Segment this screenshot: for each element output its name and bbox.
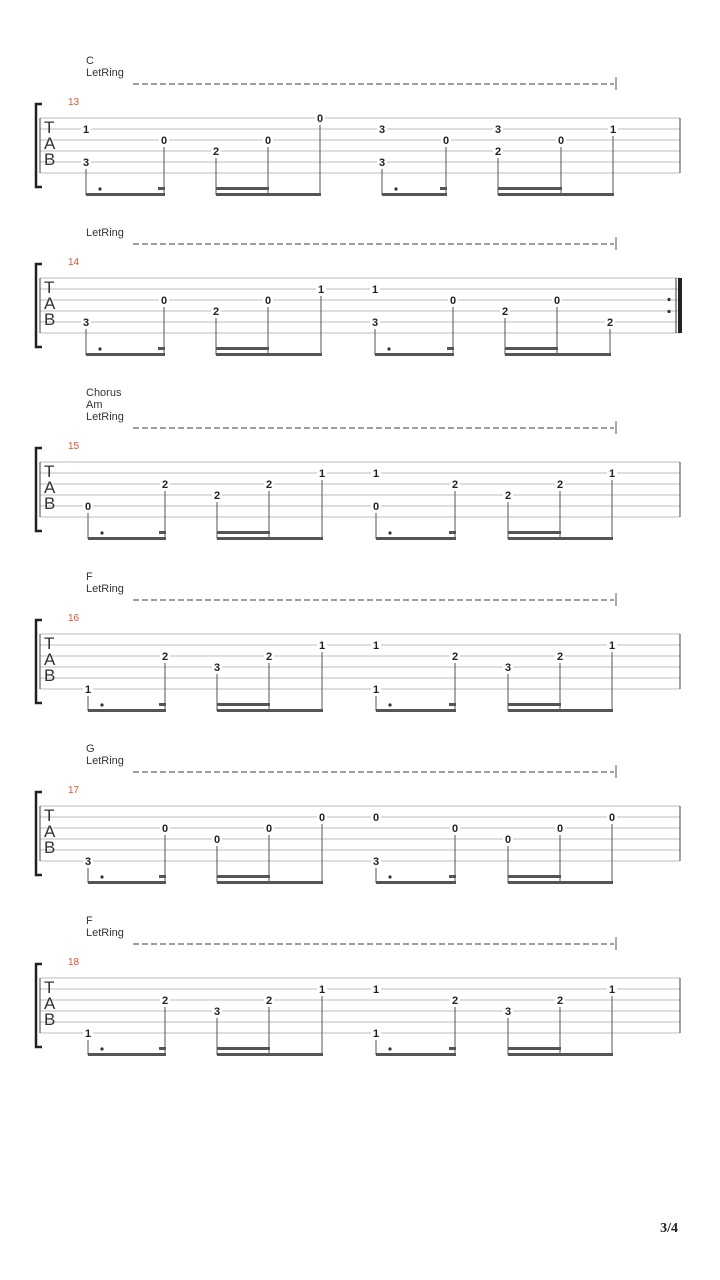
system-bracket xyxy=(36,964,42,1047)
rhythm-dot xyxy=(100,1047,103,1050)
beam xyxy=(217,1053,323,1056)
fret-number: 2 xyxy=(556,651,564,663)
fret-number: 1 xyxy=(317,284,325,296)
fret-number: 2 xyxy=(494,146,502,158)
beam xyxy=(498,193,614,196)
fret-number: 3 xyxy=(82,317,90,329)
fret-number: 0 xyxy=(442,135,450,147)
beam-secondary xyxy=(508,1047,561,1050)
fret-number: 2 xyxy=(265,651,273,663)
fret-number: 3 xyxy=(371,317,379,329)
let-ring-label: LetRing xyxy=(86,67,124,79)
fret-number: 0 xyxy=(449,295,457,307)
fret-number: 1 xyxy=(372,1028,380,1040)
beam-partial xyxy=(158,187,165,190)
tab-clef-letter: T xyxy=(44,806,55,825)
fret-number: 1 xyxy=(608,640,616,652)
rhythm-dot xyxy=(98,187,101,190)
fret-number: 0 xyxy=(213,834,221,846)
fret-number: 2 xyxy=(265,995,273,1007)
tab-clef-letter: T xyxy=(44,118,55,137)
fret-number: 1 xyxy=(372,640,380,652)
tab-system xyxy=(36,743,680,884)
tab-clef-letter: T xyxy=(44,978,55,997)
beam-secondary xyxy=(216,187,269,190)
fret-number: 0 xyxy=(161,823,169,835)
tab-system xyxy=(36,915,680,1056)
tab-system xyxy=(36,571,680,712)
beam-partial xyxy=(449,703,456,706)
fret-number: 1 xyxy=(318,984,326,996)
tab-clef-letter: B xyxy=(44,310,56,329)
tab-system xyxy=(36,227,682,356)
repeat-dot xyxy=(667,310,670,313)
measure-number: 16 xyxy=(68,613,80,624)
fret-number: 0 xyxy=(372,812,380,824)
beam xyxy=(217,881,323,884)
tab-clef-letter: A xyxy=(44,822,56,841)
beam xyxy=(216,353,322,356)
beam-secondary xyxy=(216,347,269,350)
section-label: F xyxy=(86,571,93,583)
beam-secondary xyxy=(508,531,561,534)
fret-number: 2 xyxy=(265,479,273,491)
fret-number: 2 xyxy=(212,146,220,158)
fret-number: 1 xyxy=(372,984,380,996)
fret-number: 0 xyxy=(160,295,168,307)
let-ring-label: LetRing xyxy=(86,755,124,767)
fret-number: 0 xyxy=(265,823,273,835)
system-bracket xyxy=(36,792,42,875)
beam-secondary xyxy=(217,703,270,706)
fret-number: 1 xyxy=(372,684,380,696)
fret-number: 1 xyxy=(318,640,326,652)
measure-number: 13 xyxy=(68,97,80,108)
fret-number: 1 xyxy=(609,124,617,136)
measure-number: 14 xyxy=(68,257,80,268)
tab-system xyxy=(36,387,680,540)
beam xyxy=(86,353,165,356)
beam-secondary xyxy=(217,1047,270,1050)
fret-number: 3 xyxy=(378,157,386,169)
beam xyxy=(376,1053,456,1056)
tab-clef-letter: A xyxy=(44,294,56,313)
fret-number: 1 xyxy=(372,468,380,480)
fret-number: 1 xyxy=(84,1028,92,1040)
system-bracket xyxy=(36,620,42,703)
beam xyxy=(88,881,166,884)
fret-number: 1 xyxy=(84,684,92,696)
fret-number: 0 xyxy=(504,834,512,846)
tab-clef-letter: B xyxy=(44,666,56,685)
fret-number: 0 xyxy=(608,812,616,824)
rhythm-dot xyxy=(100,875,103,878)
fret-number: 2 xyxy=(213,490,221,502)
fret-number: 2 xyxy=(451,995,459,1007)
beam-partial xyxy=(447,347,454,350)
fret-number: 0 xyxy=(84,501,92,513)
beam-partial xyxy=(159,703,166,706)
measure-number: 18 xyxy=(68,957,80,968)
beam xyxy=(376,537,456,540)
beam xyxy=(217,709,323,712)
fret-number: 2 xyxy=(451,479,459,491)
section-label: G xyxy=(86,743,95,755)
fret-number: 0 xyxy=(316,113,324,125)
beam-partial xyxy=(449,531,456,534)
beam xyxy=(88,537,166,540)
beam xyxy=(508,709,613,712)
system-bracket xyxy=(36,448,42,531)
beam xyxy=(505,353,611,356)
let-ring-label: LetRing xyxy=(86,927,124,939)
fret-number: 2 xyxy=(161,995,169,1007)
tab-clef-letter: A xyxy=(44,134,56,153)
fret-number: 1 xyxy=(318,468,326,480)
beam xyxy=(376,881,456,884)
rhythm-dot xyxy=(100,703,103,706)
page-number: 3/4 xyxy=(660,1221,678,1236)
beam xyxy=(508,1053,613,1056)
tab-clef-letter: A xyxy=(44,478,56,497)
rhythm-dot xyxy=(388,531,391,534)
fret-number: 2 xyxy=(451,651,459,663)
section-label: Am xyxy=(86,399,103,411)
beam xyxy=(88,709,166,712)
let-ring-label: LetRing xyxy=(86,411,124,423)
fret-number: 3 xyxy=(82,157,90,169)
measure-number: 17 xyxy=(68,785,80,796)
beam-partial xyxy=(159,531,166,534)
system-bracket xyxy=(36,264,42,347)
tab-clef-letter: A xyxy=(44,650,56,669)
fret-number: 0 xyxy=(264,135,272,147)
fret-number: 2 xyxy=(212,306,220,318)
rhythm-dot xyxy=(388,875,391,878)
rhythm-dot xyxy=(98,347,101,350)
beam-partial xyxy=(449,1047,456,1050)
fret-number: 2 xyxy=(161,651,169,663)
fret-number: 3 xyxy=(84,856,92,868)
beam xyxy=(375,353,454,356)
beam-secondary xyxy=(505,347,558,350)
rhythm-dot xyxy=(388,1047,391,1050)
beam-secondary xyxy=(217,875,270,878)
tab-clef-letter: T xyxy=(44,278,55,297)
rhythm-dot xyxy=(387,347,390,350)
beam-secondary xyxy=(508,875,561,878)
rhythm-dot xyxy=(100,531,103,534)
fret-number: 3 xyxy=(213,662,221,674)
fret-number: 0 xyxy=(553,295,561,307)
fret-number: 3 xyxy=(372,856,380,868)
fret-number: 0 xyxy=(556,823,564,835)
fret-number: 0 xyxy=(318,812,326,824)
fret-number: 2 xyxy=(161,479,169,491)
fret-number: 2 xyxy=(556,479,564,491)
fret-number: 2 xyxy=(504,490,512,502)
section-label: Chorus xyxy=(86,387,122,399)
fret-number: 3 xyxy=(378,124,386,136)
fret-number: 0 xyxy=(557,135,565,147)
beam xyxy=(217,537,323,540)
beam xyxy=(376,709,456,712)
fret-number: 0 xyxy=(264,295,272,307)
beam xyxy=(508,881,613,884)
tab-clef-letter: B xyxy=(44,1010,56,1029)
beam-secondary xyxy=(508,703,561,706)
let-ring-label: LetRing xyxy=(86,227,124,239)
fret-number: 0 xyxy=(451,823,459,835)
beam xyxy=(86,193,165,196)
beam xyxy=(382,193,447,196)
tab-clef-letter: A xyxy=(44,994,56,1013)
fret-number: 0 xyxy=(372,501,380,513)
tab-system xyxy=(36,55,680,196)
end-barline-thick xyxy=(678,278,682,333)
fret-number: 2 xyxy=(501,306,509,318)
fret-number: 1 xyxy=(608,468,616,480)
tab-clef-letter: B xyxy=(44,150,56,169)
tab-clef-letter: B xyxy=(44,494,56,513)
beam-partial xyxy=(440,187,447,190)
rhythm-dot xyxy=(394,187,397,190)
beam-secondary xyxy=(217,531,270,534)
system-bracket xyxy=(36,104,42,187)
fret-number: 2 xyxy=(556,995,564,1007)
repeat-dot xyxy=(667,298,670,301)
tab-clef-letter: T xyxy=(44,634,55,653)
fret-number: 3 xyxy=(494,124,502,136)
let-ring-label: LetRing xyxy=(86,583,124,595)
beam-partial xyxy=(449,875,456,878)
fret-number: 3 xyxy=(504,1006,512,1018)
fret-number: 0 xyxy=(160,135,168,147)
section-label: F xyxy=(86,915,93,927)
measure-number: 15 xyxy=(68,441,80,452)
beam xyxy=(216,193,321,196)
beam xyxy=(88,1053,166,1056)
rhythm-dot xyxy=(388,703,391,706)
beam xyxy=(508,537,613,540)
beam-partial xyxy=(159,875,166,878)
tab-clef-letter: T xyxy=(44,462,55,481)
fret-number: 3 xyxy=(504,662,512,674)
section-label: C xyxy=(86,55,94,67)
fret-number: 1 xyxy=(82,124,90,136)
beam-secondary xyxy=(498,187,562,190)
fret-number: 1 xyxy=(608,984,616,996)
fret-number: 3 xyxy=(213,1006,221,1018)
tab-clef-letter: B xyxy=(44,838,56,857)
beam-partial xyxy=(159,1047,166,1050)
fret-number: 1 xyxy=(371,284,379,296)
beam-partial xyxy=(158,347,165,350)
fret-number: 2 xyxy=(606,317,614,329)
